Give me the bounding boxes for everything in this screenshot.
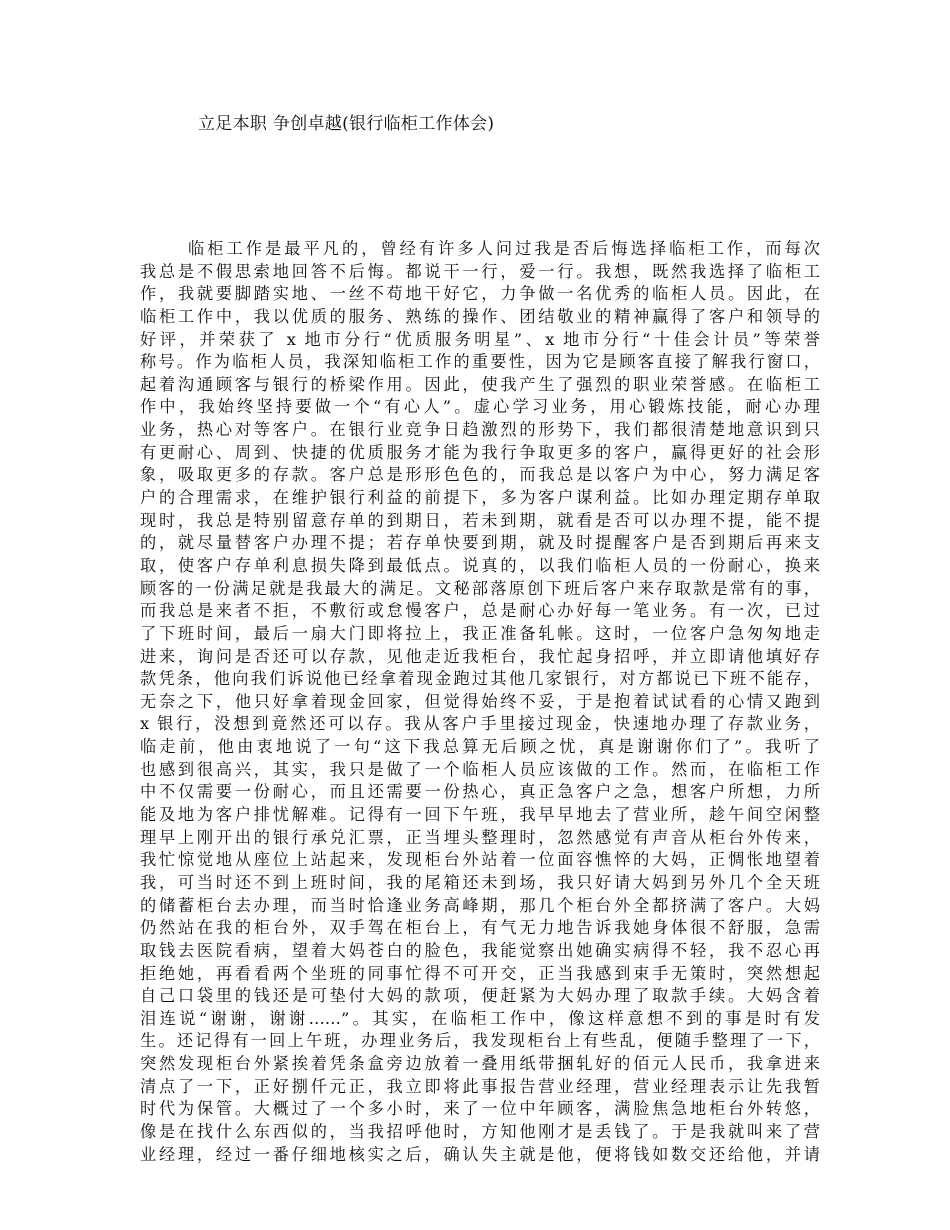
paragraph-line: 我，可当时还不到上班时间，我的尾箱还未到场，我只好请大妈到另外几个全天班 [140,872,820,892]
paragraph-line: 好评，并荣获了 x 地市分行“优质服务明星”、x 地市分行“十佳会计员”等荣誉 [140,329,820,349]
paragraph-line: 取，使客户存单利息损失降到最低点。说真的，以我们临柜人员的一份耐心，换来 [140,555,820,575]
paragraph-line: 现时，我总是特别留意存单的到期日，若未到期，就看是否可以办理不提，能不提 [140,510,820,530]
paragraph-line: 拒绝她，再看看两个坐班的同事忙得不可开交，正当我感到束手无策时，突然想起 [140,963,820,983]
paragraph-line: 临柜工作中，我以优质的服务、熟练的操作、团结敬业的精神赢得了客户和领导的 [140,306,820,326]
paragraph-line: 临柜工作是最平凡的，曾经有许多人问过我是否后悔选择临柜工作，而每次 [188,239,820,258]
paragraph-line: 时代为保管。大概过了一个多小时，来了一位中年顾客，满脸焦急地柜台外转悠， [140,1099,820,1119]
document-title: 立足本职 争创卓越(银行临柜工作体会) [198,114,495,134]
paragraph-line: 生。还记得有一回上午班，办理业务后，我发现柜台上有些乱，便随手整理了一下， [140,1031,820,1051]
paragraph-line: 称号。作为临柜人员，我深知临柜工作的重要性，因为它是顾客直接了解我行窗口， [140,352,820,372]
paragraph-line: 有更耐心、周到、快捷的优质服务才能为我行争取更多的客户，赢得更好的社会形 [140,442,820,462]
paragraph-line: 泪连说“谢谢，谢谢……”。其实，在临柜工作中，像这样意想不到的事是时有发 [140,1008,820,1028]
paragraph-line: 了下班时间，最后一扇大门即将拉上，我正准备轧帐。这时，一位客户急匆匆地走 [140,623,820,643]
paragraph-line: 作，我就要脚踏实地、一丝不苟地干好它，力争做一名优秀的临柜人员。因此，在 [140,284,820,304]
paragraph-line: 能及地为客户排忧解难。记得有一回下午班，我早早地去了营业所，趁午间空闲整 [140,805,820,825]
paragraph-line: x 银行，没想到竟然还可以存。我从客户手里接过现金，快速地办理了存款业务， [140,714,820,734]
paragraph-line: 的储蓄柜台去办理，而当时恰逢业务高峰期，那几个柜台外全都挤满了客户。大妈 [140,895,820,915]
paragraph-line: 像是在找什么东西似的，当我招呼他时，方知他刚才是丢钱了。于是我就叫来了营 [140,1121,820,1141]
document-body [140,238,820,1166]
paragraph-line: 临走前，他由衷地说了一句“这下我总算无后顾之忧，真是谢谢你们了”。我听了 [140,737,820,757]
paragraph-line: 进来，询问是否还可以存款，见他走近我柜台，我忙起身招呼，并立即请他填好存 [140,646,820,666]
paragraph-line: 业务，热心对等客户。在银行业竞争日趋激烈的形势下，我们都很清楚地意识到只 [140,420,820,440]
paragraph-line: 户的合理需求，在维护银行利益的前提下，多为客户谋利益。比如办理定期存单取 [140,488,820,508]
paragraph-line: 象，吸取更多的存款。客户总是形形色色的，而我总是以客户为中心，努力满足客 [140,465,820,485]
paragraph-line: 中不仅需要一份耐心，而且还需要一份热心，真正急客户之急，想客户所想，力所 [140,782,820,802]
paragraph-line: 顾客的一份满足就是我最大的满足。文秘部落原创下班后客户来存取款是常有的事， [140,578,820,598]
paragraph-line: 取钱去医院看病，望着大妈苍白的脸色，我能觉察出她确实病得不轻，我不忍心再 [140,940,820,960]
paragraph-line: 我忙惊觉地从座位上站起来，发现柜台外站着一位面容憔悴的大妈，正惆怅地望着 [140,850,820,870]
paragraph-line: 清点了一下，正好捌仟元正，我立即将此事报告营业经理，营业经理表示让先我暂 [140,1076,820,1096]
paragraph-line: 起着沟通顾客与银行的桥梁作用。因此，使我产生了强烈的职业荣誉感。在临柜工 [140,374,820,394]
paragraph-line: 理早上刚开出的银行承兑汇票，正当埋头整理时，忽然感觉有声音从柜台外传来， [140,827,820,847]
paragraph-line: 而我总是来者不拒，不敷衍或怠慢客户，总是耐心办好每一笔业务。有一次，已过 [140,601,820,621]
paragraph-line: 突然发现柜台外紧挨着凭条盒旁边放着一叠用纸带捆轧好的佰元人民币，我拿进来 [140,1054,820,1074]
paragraph-line: 自己口袋里的钱还是可垫付大妈的款项，便赶紧为大妈办理了取款手续。大妈含着 [140,986,820,1006]
paragraph-line: 作中，我始终坚持要做一个“有心人”。虚心学习业务，用心锻炼技能，耐心办理 [140,397,820,417]
paragraph-line: 也感到很高兴，其实，我只是做了一个临柜人员应该做的工作。然而，在临柜工作 [140,759,820,779]
paragraph-line: 的，就尽量替客户办理不提；若存单快要到期，就及时提醒客户是否到期后再来支 [140,533,820,553]
paragraph-line: 款凭条，他向我们诉说他已经拿着现金跑过其他几家银行，对方都说已下班不能存， [140,669,820,689]
paragraph-line: 我总是不假思索地回答不后悔。都说干一行，爱一行。我想，既然我选择了临柜工 [140,261,820,281]
paragraph-line: 仍然站在我的柜台外，双手驾在柜台上，有气无力地告诉我她身体很不舒服，急需 [140,918,820,938]
paragraph-line: 业经理，经过一番仔细地核实之后，确认失主就是他，便将钱如数交还给他，并请 [140,1144,820,1164]
paragraph-line: 无奈之下，他只好拿着现金回家，但觉得始终不妥，于是抱着试试看的心情又跑到 [140,691,820,711]
